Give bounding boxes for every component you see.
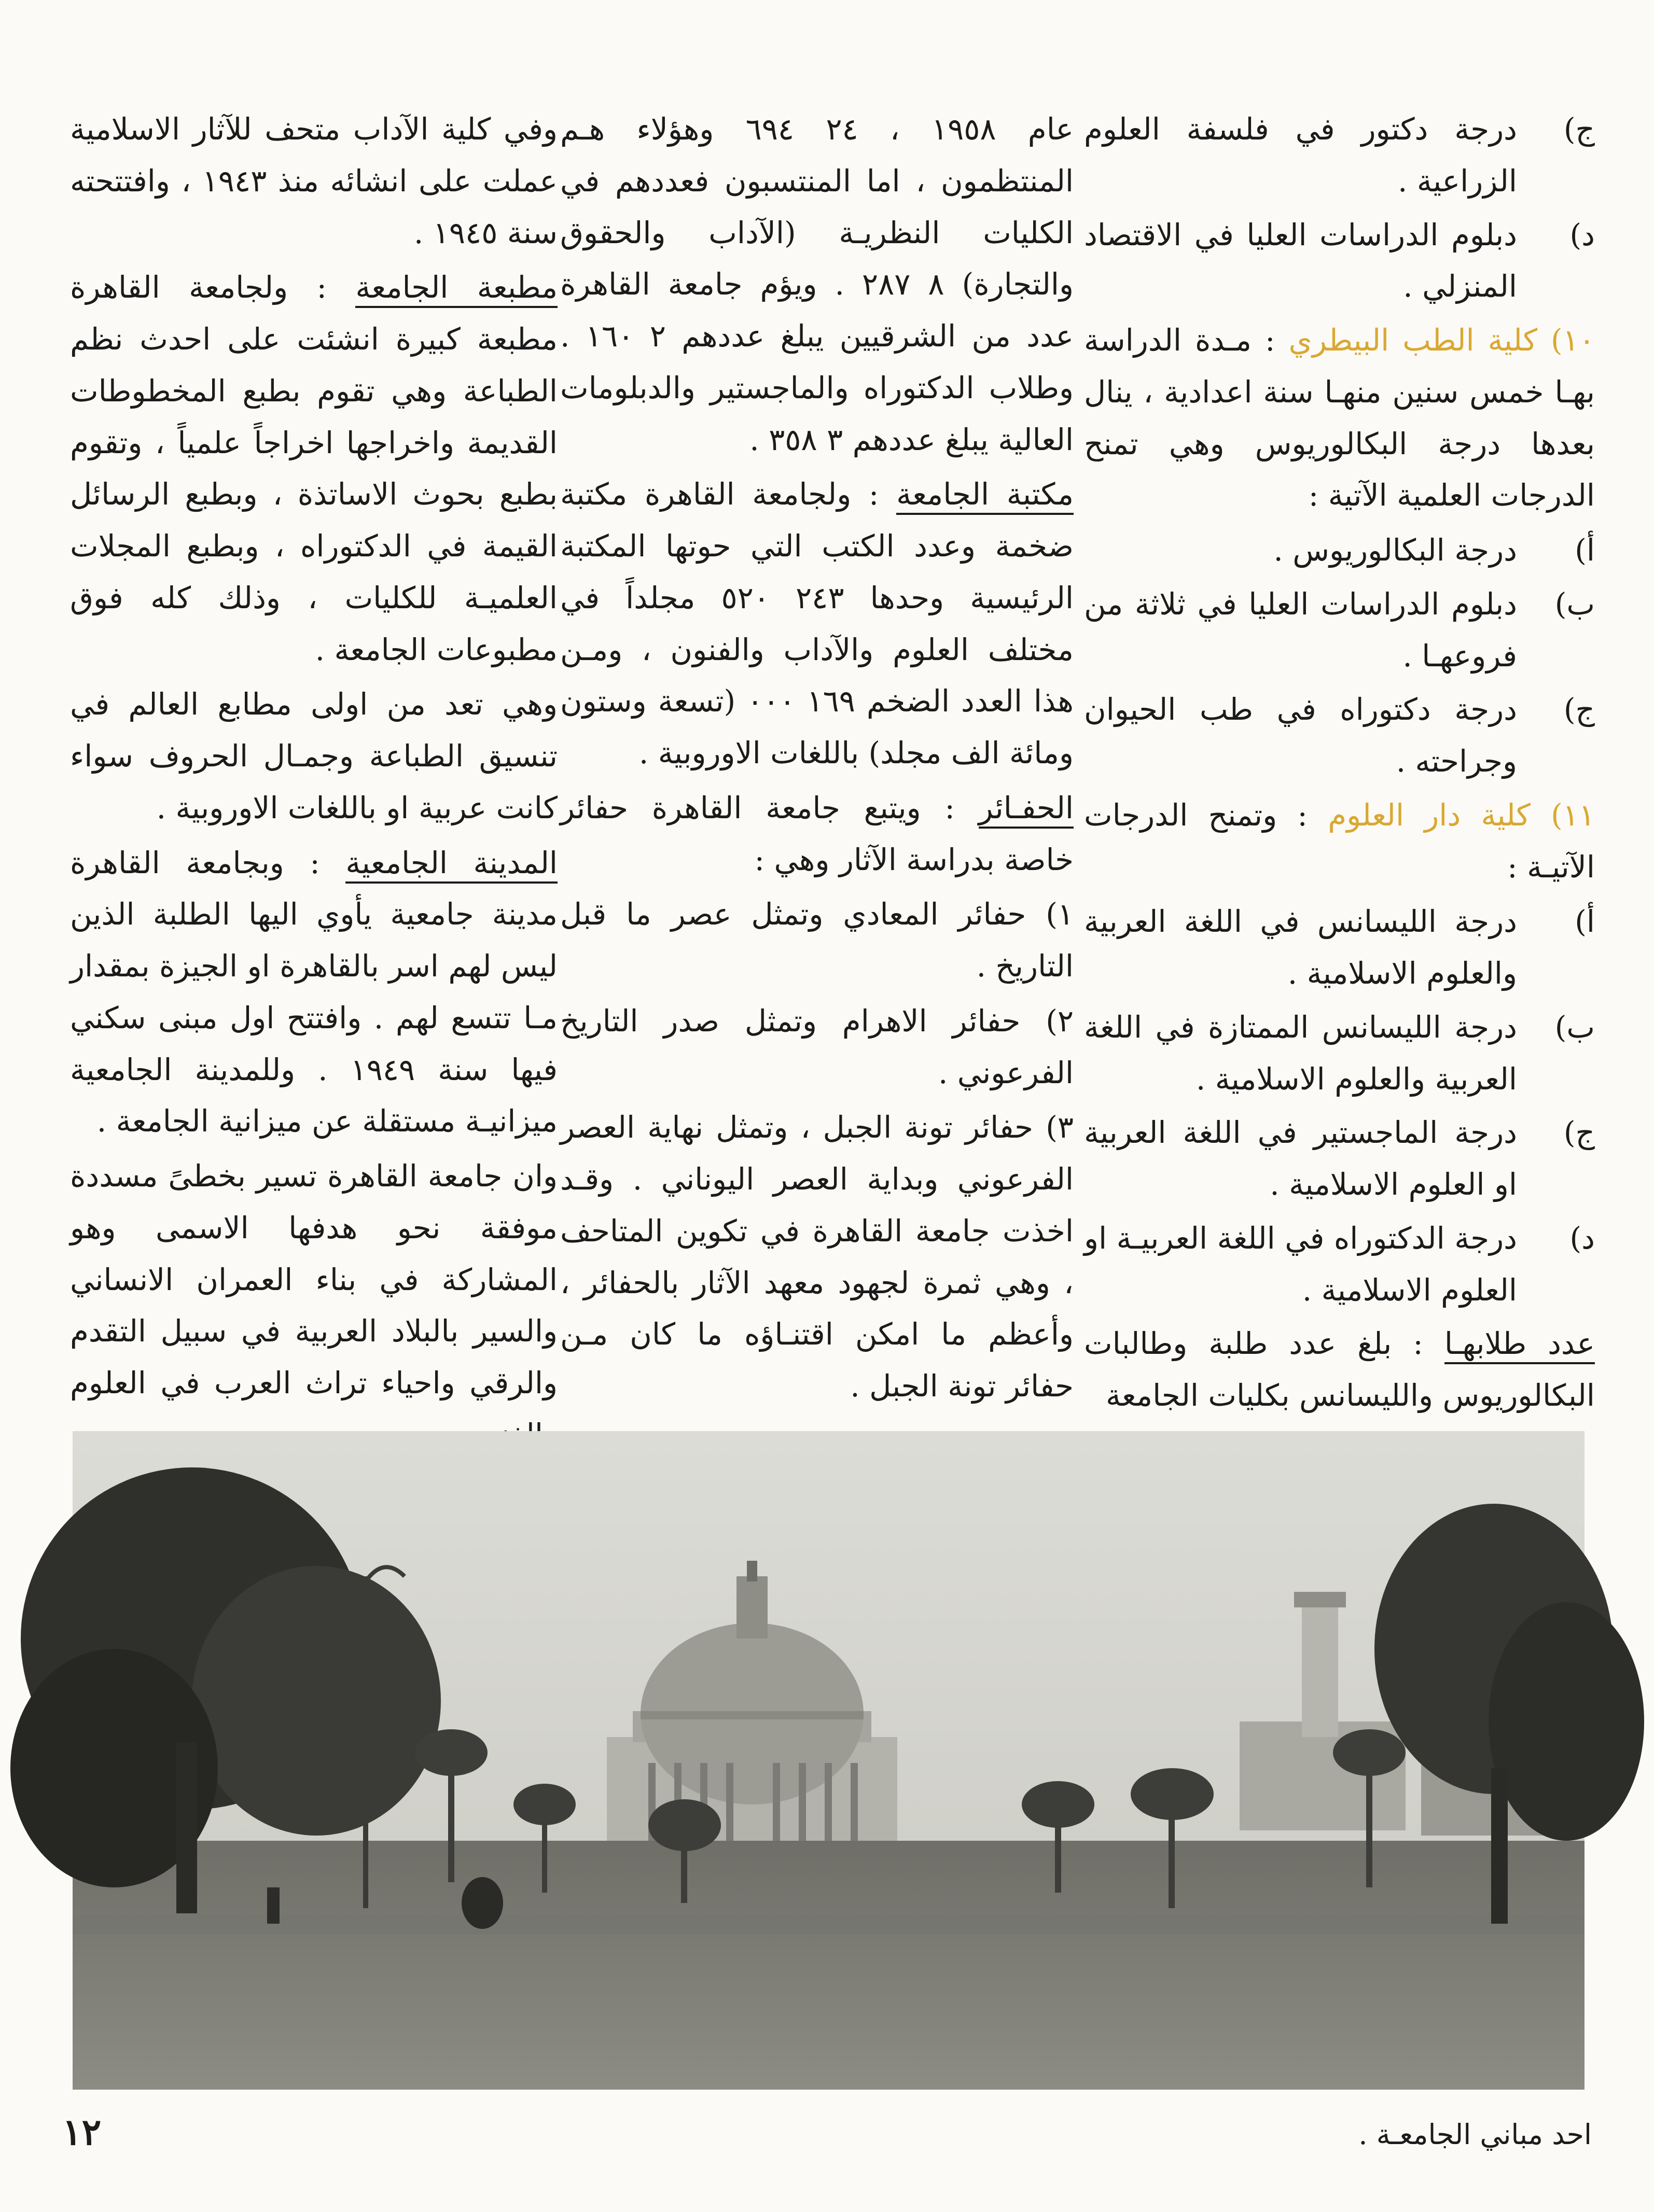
university-city-text: : وبجامعة القاهرة مدينة جامعية يأوي اليها الطلبة الذين ليس لهم اسر بالقاهرة او الجيزة بمقدار مـا تتسع لهم . وافتتح اول مبنى سكني فيها سنة ١٩٤٩ . وللمدينة الجامعية ميزانيـة مستقلة عن ميزانية الجامعة . [70,845,558,1139]
page-number: ١٢ [62,2110,102,2153]
excavation-item: ١) حفائر المعادي وتمثل عصر ما قبل التاريخ . [560,897,1074,984]
press-quality-paragraph: وهي تعد من اولى مطابع العالم في تنسيق الطباعة وجمـال الحروف سواء كانت عربية او باللغات الاوروبية . [70,687,558,825]
university-city-label: المدينة الجامعية [345,845,558,884]
list-marker: د) [1569,217,1595,253]
list-item [1084,896,1595,1000]
excavations-label: الحفـائر [979,790,1074,829]
list-item [1084,1107,1595,1211]
list-item [1084,684,1595,788]
list-text: درجة البكالوريوس . [1273,533,1517,568]
students-text: : بلغ عدد طلبة وطالبات البكالوريوس والليسانس بكليات الجامعة [1084,1326,1595,1413]
list-marker: أ) [1575,904,1595,940]
list-text: درجة دكتوراه في طب الحيوان وجراحته . [1084,692,1517,779]
list-marker: ب) [1554,586,1595,622]
list-marker: د) [1569,1220,1595,1256]
press-text: : ولجامعة القاهرة مطبعة كبيرة انشئت على احدث نظم الطباعة وهي تقوم بطبع المخطوطات القديمة واخراجها اخراجاً علمياً ، وتقوم بطبع بحوث الاساتذة ، وبطبع الرسائل القيمة في الدكتوراه ، وبطبع المجلات العلميـة للكليات ، وذلك كله فوق مطبوعات الجامعة . [70,270,558,667]
list-text: درجة الليسانس الممتازة في اللغة العربية والعلوم الاسلامية . [1084,1009,1517,1097]
list-item [1084,579,1595,682]
text-column-left [70,104,558,1431]
students-paragraph [1084,1318,1595,1422]
faculty-vet-heading: ١٠) كلية الطب البيطري [1288,323,1595,358]
list-text: درجة دكتور في فلسفة العلوم الزراعية . [1084,111,1517,199]
library-text: : ولجامعة القاهرة مكتبة ضخمة وعدد الكتب التي حوتها المكتبة الرئيسية وحدها ٢٤٣ ٥٢٠ مجلداً في مختلف العلوم والآداب والفنون ، ومـن هذا العدد الضخم ١٦٩ ٠٠٠ (تسعة وستون ومائة الف مجلد) باللغات الاوروبية . [560,477,1074,771]
library-paragraph [560,469,1074,779]
text-column-middle [560,104,1074,1431]
text-column-right [1084,104,1595,1431]
list-item [1084,104,1595,207]
museum-paragraph: وفي كلية الآداب متحف للآثار الاسلامية عملت على انشائه منذ ١٩٤٣ ، وافتتحته سنة ١٩٤٥ . [70,111,558,250]
list-marker: ج) [1563,111,1595,147]
closing-paragraph: وان جامعة القاهرة تسير بخطىً مسددة موفقة نحو هدفها الاسمى وهو المشاركة في بناء العمران الانساني والسير بالبلاد العربية في سبيل التقدم والرقي واحياء تراث العرب في العلوم [70,1158,558,1401]
press-label: مطبعة الجامعة [355,270,558,308]
faculty-vet-paragraph [1084,315,1595,522]
list-item [1084,1002,1595,1105]
list-item [1084,209,1595,313]
faculty-daraloloum-text: : وتمنح الدرجات الآتيـة : [1084,797,1595,885]
press-paragraph [70,262,558,676]
list-text: دبلوم الدراسات العليا في الاقتصاد المنزلي . [1084,217,1517,304]
faculty-daraloloum-paragraph [1084,790,1595,893]
photo-caption: احد مباني الجامعـة . [1358,2118,1592,2151]
list-marker: أ) [1575,533,1595,568]
students-count-paragraph: عام ١٩٥٨ ، ٢٤ ٦٩٤ وهؤلاء هـم المنتظمون ، اما المنتسبون فعددهم في الكليات النظريـة (الآداب والحقوق والتجارة) ٨ ٢٨٧ . ويؤم جامعة القاهرة عدد من الشرقيين يبلغ عددهم ٢ ١٦٠ . وطلاب الدكتوراه والماجستير والدبلومات العالية يبلغ عددهم ٣ ٣٥٨ . [560,111,1074,457]
list-text: درجة الليسانس في اللغة العربية والعلوم الاسلامية . [1084,904,1517,991]
students-label: عدد طلابهـا [1444,1326,1595,1364]
list-text: درجة الماجستير في اللغة العربية او العلوم الاسلامية . [1084,1115,1517,1202]
list-item [1084,525,1595,577]
excavations-text: : ويتبع جامعة القاهرة حفائر خاصة بدراسة الآثار وهي : [560,790,1074,877]
list-marker: ج) [1563,1115,1595,1151]
list-item [1084,1213,1595,1317]
library-label: مكتبة الجامعة [896,477,1074,515]
faculty-daraloloum-heading: ١١) كلية دار العلوم [1328,797,1595,833]
faculty-vet-text: : مـدة الدراسة بهـا خمس سنين منهـا سنة اعدادية ، ينال بعدها درجة البكالوريوس وهي تمنح الدرجات العلمية الآتية : [1084,323,1595,513]
university-building-photo [73,1431,1584,2090]
list-marker: ب) [1554,1009,1595,1045]
list-text: دبلوم الدراسات العليا في ثلاثة من فروعهـا . [1084,586,1517,674]
excavation-item: ٢) حفائر الاهرام وتمثل صدر التاريخ الفرعوني . [560,1003,1074,1090]
excavation-item: ٣) حفائر تونة الجبل ، وتمثل نهاية العصر الفرعوني وبداية العصر اليوناني . وقـد اخذت جامعة القاهرة في تكوين المتاحف ، وهي ثمرة لجهود معهد الآثار بالحفائر ، وأعظم ما امكن اقتنـاؤه ما كان مـن حفائر تونة الجبل . [560,1110,1074,1404]
list-marker: ج) [1563,692,1595,727]
list-text: درجة الدكتوراه في اللغة العربيـة او العلوم الاسلامية . [1084,1220,1517,1308]
excavations-paragraph [560,782,1074,886]
university-city-paragraph [70,837,558,1148]
